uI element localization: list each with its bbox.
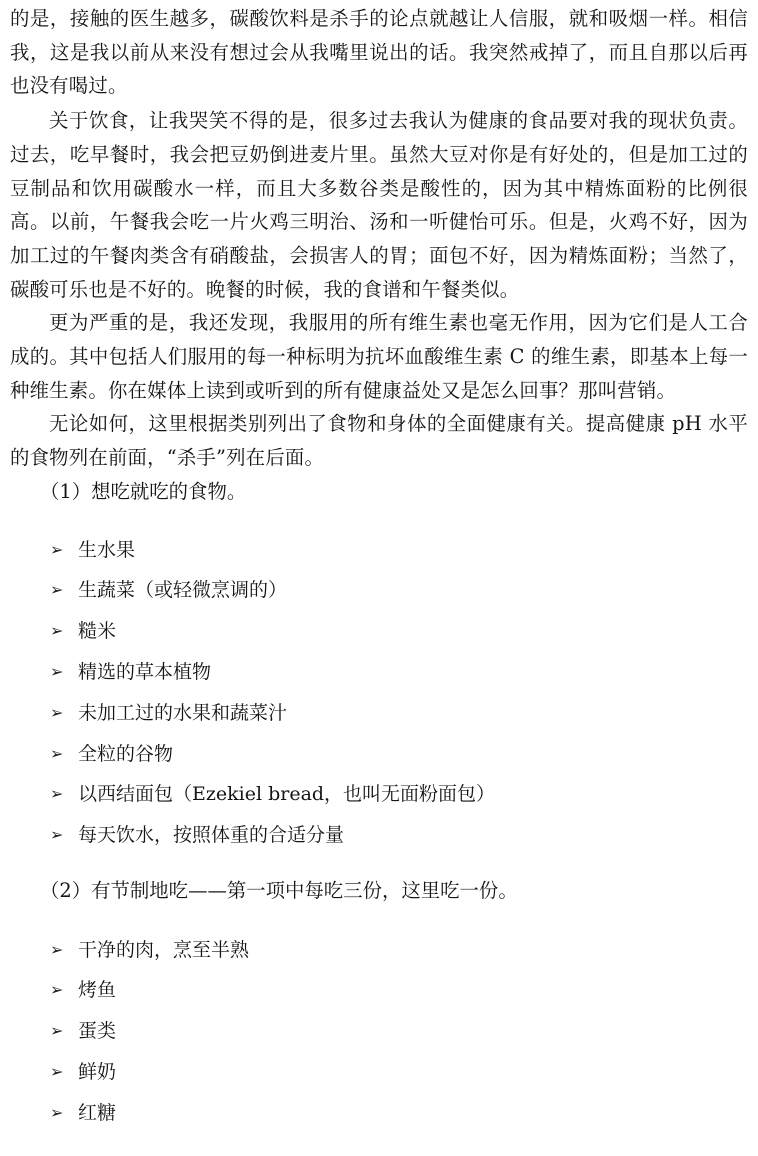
food-list-eat-freely <box>10 530 748 856</box>
paragraph-continuation: 的是，接触的医生越多，碳酸饮料是杀手的论点就越让人信服，就和吸烟一样。相信我，这是我以前从来没有想过会从我嘴里说出的话。我突然戒掉了，而且自那以后再也没有喝过。 <box>10 7 748 98</box>
list-item-label: 蛋类 <box>78 1020 117 1043</box>
paragraph-vitamins: 更为严重的是，我还发现，我服用的所有维生素也毫无作用，因为它们是人工合成的。其中包括人们服用的每一种标明为抗坏血酸维生素 C 的维生素，即基本上每一种维生素。你在媒体上读到或听到的所有健康益处又是怎么回事？那叫营销。 <box>10 311 748 402</box>
list-item <box>50 693 748 734</box>
list-item-label: 烤鱼 <box>78 979 117 1002</box>
list-item <box>50 1011 748 1052</box>
list-item-label: 精选的草本植物 <box>78 660 212 683</box>
list-item-label: 生水果 <box>78 538 136 561</box>
list-item <box>50 970 748 1011</box>
list-item-label: 未加工过的水果和蔬菜汁 <box>78 701 288 724</box>
list-item <box>50 570 748 611</box>
arrow-bullet-icon: ➢ <box>50 939 64 959</box>
list-item <box>50 652 748 693</box>
arrow-bullet-icon: ➢ <box>50 539 64 559</box>
paragraph-food-categories: 无论如何，这里根据类别列出了食物和身体的全面健康有关。提高健康 pH 水平的食物列在前面，“杀手”列在后面。 <box>10 412 748 470</box>
list-item-label: 干净的肉，烹至半熟 <box>78 938 250 961</box>
arrow-bullet-icon: ➢ <box>50 702 64 722</box>
food-list-eat-moderately <box>10 930 748 1134</box>
arrow-bullet-icon: ➢ <box>50 825 64 845</box>
list-item <box>50 734 748 775</box>
arrow-bullet-icon: ➢ <box>50 743 64 763</box>
list-item-label: 生蔬菜（或轻微烹调的） <box>78 579 288 602</box>
list-item <box>50 530 748 571</box>
arrow-bullet-icon: ➢ <box>50 1102 64 1122</box>
arrow-bullet-icon: ➢ <box>50 784 64 804</box>
section-heading-eat-moderately: （2）有节制地吃——第一项中每吃三份，这里吃一份。 <box>40 878 518 902</box>
list-item <box>50 774 748 815</box>
arrow-bullet-icon: ➢ <box>50 1021 64 1041</box>
arrow-bullet-icon: ➢ <box>50 661 64 681</box>
list-item <box>50 611 748 652</box>
list-item <box>50 815 748 856</box>
list-item-label: 以西结面包（Ezekiel bread，也叫无面粉面包） <box>78 783 496 806</box>
list-item-label: 糙米 <box>78 620 117 643</box>
list-item-label: 鲜奶 <box>78 1061 117 1084</box>
list-item-label: 每天饮水，按照体重的合适分量 <box>78 824 345 847</box>
list-item <box>50 1093 748 1134</box>
list-item-label: 全粒的谷物 <box>78 742 174 765</box>
list-item-label: 红糖 <box>78 1101 117 1124</box>
arrow-bullet-icon: ➢ <box>50 621 64 641</box>
list-item <box>50 1052 748 1093</box>
paragraph-diet: 关于饮食，让我哭笑不得的是，很多过去我认为健康的食品要对我的现状负责。过去，吃早餐时，我会把豆奶倒进麦片里。虽然大豆对你是有好处的，但是加工过的豆制品和饮用碳酸水一样，而且大多数谷类是酸性的，因为其中精炼面粉的比例很高。以前，午餐我会吃一片火鸡三明治、汤和一听健怡可乐。但是，火鸡不好，因为加工过的午餐肉类含有硝酸盐，会损害人的胃；面包不好，因为精炼面粉；当然了，碳酸可乐也是不好的。晚餐的时候，我的食谱和午餐类似。 <box>10 109 748 301</box>
section-heading-eat-freely: （1）想吃就吃的食物。 <box>40 479 247 503</box>
arrow-bullet-icon: ➢ <box>50 1062 64 1082</box>
arrow-bullet-icon: ➢ <box>50 580 64 600</box>
arrow-bullet-icon: ➢ <box>50 980 64 1000</box>
list-item <box>50 930 748 971</box>
